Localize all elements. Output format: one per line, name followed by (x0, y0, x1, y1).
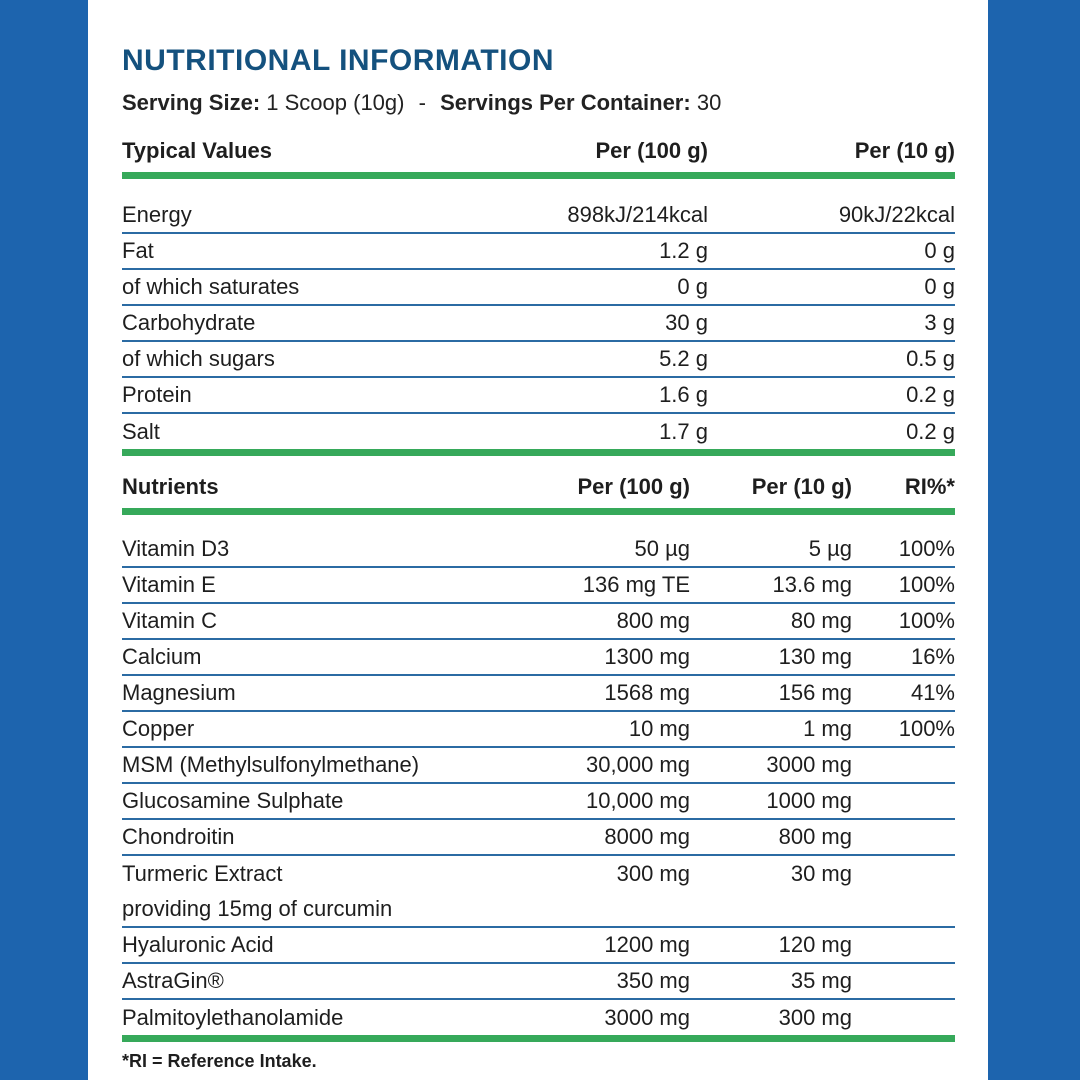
per-100g-value: 5.2 g (468, 341, 708, 377)
per-100g-value: 300 mg (616, 860, 690, 886)
column-header: Per (100 g) (595, 138, 708, 163)
ri-percent-value (852, 891, 955, 927)
table-row (122, 413, 955, 449)
per-100g-value: 136 mg TE (468, 567, 690, 603)
per-100g-value: 0 g (468, 269, 708, 305)
per-10g-value: 0 g (708, 233, 955, 269)
ri-percent-value (852, 927, 955, 963)
ri-percent-value: 41% (852, 675, 955, 711)
ri-percent-value: 100% (852, 531, 955, 567)
per-100g-value (468, 891, 690, 927)
per-10g-value: 0 g (708, 269, 955, 305)
table-row (122, 855, 955, 891)
nutrients-table-body (122, 531, 955, 1035)
typical-values-header-row (122, 136, 955, 166)
column-header: Per (10 g) (854, 138, 955, 163)
nutrient-label: Vitamin C (122, 603, 468, 639)
per-10g-value: 1 mg (690, 711, 852, 747)
nutrients-header-row (122, 472, 955, 502)
green-divider (122, 508, 955, 515)
green-divider (122, 1035, 955, 1042)
table-row (122, 567, 955, 603)
per-10g-value (690, 891, 852, 927)
table-row (122, 783, 955, 819)
table-row (122, 341, 955, 377)
per-10g-value: 800 mg (690, 819, 852, 855)
column-header: Typical Values (122, 138, 273, 163)
nutrient-label: Calcium (122, 639, 468, 675)
nutrient-label: Magnesium (122, 675, 468, 711)
table-row (122, 927, 955, 963)
per-100g-value: 800 mg (468, 603, 690, 639)
nutrient-label: Salt (122, 418, 160, 444)
per-10g-value: 156 mg (690, 675, 852, 711)
ri-percent-value (852, 747, 955, 783)
per-10g-value: 13.6 mg (690, 567, 852, 603)
ri-percent-value: 100% (852, 603, 955, 639)
table-row (122, 819, 955, 855)
per-10g-value: 30 mg (790, 860, 852, 886)
table-row (122, 747, 955, 783)
nutrient-label: AstraGin® (122, 963, 468, 999)
table-row (122, 675, 955, 711)
nutrient-sublabel: providing 15mg of curcumin (122, 891, 468, 927)
per-100g-value: 3000 mg (604, 1004, 690, 1030)
nutrient-label: Chondroitin (122, 819, 468, 855)
nutrient-sublabel: of which saturates (122, 269, 468, 305)
per-10g-value: 90kJ/22kcal (708, 197, 955, 233)
nutrient-label: Glucosamine Sulphate (122, 783, 468, 819)
servings-per-container-value: 30 (696, 90, 722, 115)
table-row (122, 711, 955, 747)
per-100g-value: 1568 mg (468, 675, 690, 711)
serving-size-label: Serving Size: (122, 90, 261, 115)
nutrient-label: Protein (122, 377, 468, 413)
serving-separator: - (418, 90, 426, 115)
per-100g-value: 1200 mg (468, 927, 690, 963)
per-10g-value: 80 mg (690, 603, 852, 639)
column-header: RI%* (904, 474, 955, 499)
page-title: NUTRITIONAL INFORMATION (122, 44, 555, 77)
per-10g-value: 5 µg (690, 531, 852, 567)
nutrient-label: Vitamin E (122, 567, 468, 603)
table-row (122, 963, 955, 999)
ri-percent-value (852, 963, 955, 999)
table-row (122, 999, 955, 1035)
nutrient-label: Turmeric Extract (122, 860, 283, 886)
per-100g-value: 10,000 mg (468, 783, 690, 819)
table-row (122, 531, 955, 567)
per-100g-value: 898kJ/214kcal (468, 197, 708, 233)
table-row (122, 603, 955, 639)
ri-percent-value (852, 819, 955, 855)
column-header: Per (10 g) (751, 474, 852, 499)
per-10g-value: 35 mg (690, 963, 852, 999)
nutrient-label: Energy (122, 197, 468, 233)
column-header: Nutrients (122, 474, 219, 499)
table-row (122, 269, 955, 305)
per-10g-value: 0.2 g (708, 377, 955, 413)
per-100g-value: 1300 mg (468, 639, 690, 675)
ri-percent-value (852, 783, 955, 819)
reference-intake-footnote: *RI = Reference Intake. (122, 1051, 317, 1071)
per-100g-value: 10 mg (468, 711, 690, 747)
per-100g-value: 350 mg (468, 963, 690, 999)
table-row (122, 233, 955, 269)
nutrient-label: Carbohydrate (122, 305, 468, 341)
typical-values-table (122, 136, 955, 166)
table-row (122, 197, 955, 233)
table-subrow (122, 891, 955, 927)
per-100g-value: 1.2 g (468, 233, 708, 269)
nutrient-label: Copper (122, 711, 468, 747)
table-row (122, 639, 955, 675)
servings-per-container-label: Servings Per Container: (440, 90, 691, 115)
ri-percent-value: 100% (852, 711, 955, 747)
nutrient-label: Palmitoylethanolamide (122, 1004, 344, 1030)
per-10g-value: 3 g (708, 305, 955, 341)
per-10g-value: 1000 mg (690, 783, 852, 819)
per-100g-value: 1.6 g (468, 377, 708, 413)
serving-info-line (122, 88, 955, 118)
per-10g-value: 130 mg (690, 639, 852, 675)
green-divider (122, 172, 955, 179)
per-10g-value: 3000 mg (690, 747, 852, 783)
column-header: Per (100 g) (577, 474, 690, 499)
ri-percent-value (852, 999, 955, 1035)
ri-percent-value: 16% (852, 639, 955, 675)
green-divider (122, 449, 955, 456)
per-100g-value: 50 µg (468, 531, 690, 567)
nutrients-table (122, 472, 955, 502)
per-10g-value: 0.2 g (906, 418, 955, 444)
per-100g-value: 1.7 g (659, 418, 708, 444)
typical-values-table-body (122, 197, 955, 449)
ri-percent-value: 100% (852, 567, 955, 603)
nutrient-label: Vitamin D3 (122, 531, 468, 567)
per-100g-value: 8000 mg (468, 819, 690, 855)
table-row (122, 377, 955, 413)
nutrient-label: Fat (122, 233, 468, 269)
nutrient-label: Hyaluronic Acid (122, 927, 468, 963)
per-10g-value: 300 mg (778, 1004, 852, 1030)
serving-size-value: 1 Scoop (10g) (266, 90, 405, 115)
nutrient-label: MSM (Methylsulfonylmethane) (122, 747, 468, 783)
per-100g-value: 30 g (468, 305, 708, 341)
per-10g-value: 0.5 g (708, 341, 955, 377)
per-100g-value: 30,000 mg (468, 747, 690, 783)
label-panel (88, 0, 988, 1080)
nutrient-sublabel: of which sugars (122, 341, 468, 377)
ri-percent-value (852, 855, 955, 891)
per-10g-value: 120 mg (690, 927, 852, 963)
table-row (122, 305, 955, 341)
